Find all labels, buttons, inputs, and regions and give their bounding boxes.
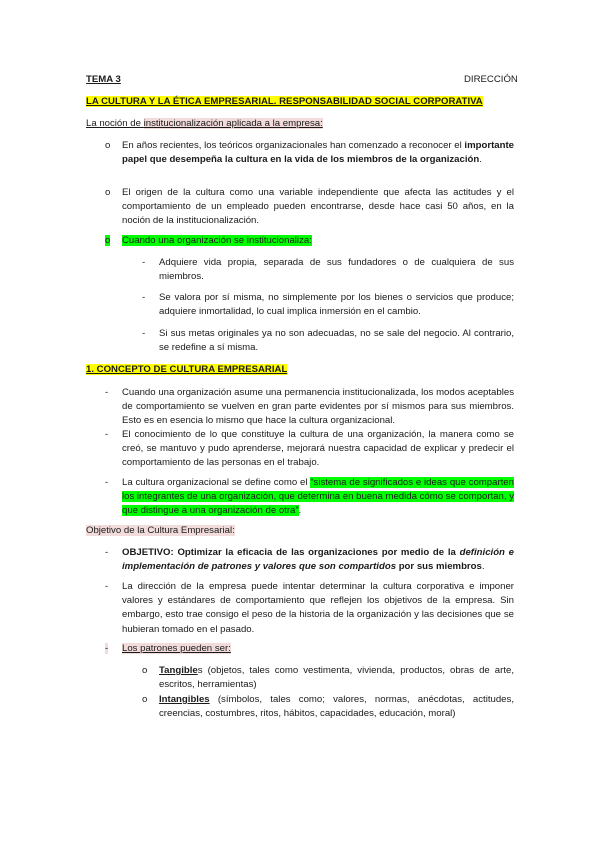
bullet-o-icon: o	[142, 694, 148, 705]
intro-item-1-post: .	[479, 154, 482, 166]
subitem-1: Adquiere vida propia, separada de sus fundadores o de cualquiera de sus miembros.	[159, 257, 514, 283]
topic-number: TEMA 3	[86, 74, 121, 85]
patterns-heading	[122, 642, 231, 656]
patterns-heading-text: Los patrones pueden ser:	[122, 643, 231, 654]
bullet-o-icon	[105, 234, 110, 248]
subitem-3: Si sus metas originales ya no son adecuadas, no se sale del negocio. Al contrario, se redefine a sí misma.	[159, 328, 514, 354]
definition-post: .	[298, 505, 302, 517]
page-title	[86, 95, 483, 109]
dash-icon: -	[142, 292, 146, 303]
dash-icon: -	[105, 547, 109, 558]
pattern-intangible-name: Intangibles	[159, 694, 210, 705]
intro-item-3-text: Cuando una organización se institucionaliza:	[122, 235, 312, 246]
pattern-tangible-name: Tangible	[159, 665, 198, 676]
objective-tail: por sus miembros	[396, 561, 482, 573]
objective-statement	[122, 546, 514, 574]
dash-icon: -	[105, 477, 109, 488]
section1-definition	[122, 476, 514, 519]
bullet-o-icon: o	[105, 140, 111, 151]
intro-heading	[86, 117, 323, 131]
dash-icon: -	[105, 387, 109, 398]
page-title-text: LA CULTURA Y LA ÉTICA EMPRESARIAL. RESPONSABILIDAD SOCIAL CORPORATIVA	[86, 96, 483, 107]
objective-italic: definición e implementación de patrones y valores que son compartidos	[122, 547, 514, 573]
bullet-o-icon: o	[105, 187, 111, 198]
section1-heading	[86, 363, 287, 377]
intro-item-1	[122, 139, 514, 167]
bullet-o-icon: o	[142, 665, 148, 676]
pattern-tangible	[159, 664, 514, 692]
dash-icon: -	[105, 643, 109, 654]
objective-dot: .	[481, 561, 485, 573]
dash-icon: -	[105, 581, 109, 592]
section1-item-1: Cuando una organización asume una permanencia institucionalizada, los modos aceptables de comportamiento se vuelven en gran parte evidentes por sí mismos para sus miembros. Esto es en esencia lo mismo que hace la cultura organizacional.	[122, 387, 514, 427]
objective-heading	[86, 524, 235, 538]
dash-icon: -	[105, 429, 109, 440]
dash-icon: -	[142, 257, 146, 268]
pattern-intangible	[159, 693, 514, 721]
objective-bold: OBJETIVO: Optimizar la eficacia de las organizaciones por medio de la	[122, 547, 460, 558]
intro-item-1-bold: importante papel que desempeña la cultura en la vida de los miembros de la organización	[122, 140, 514, 166]
subject-name: DIRECCIÓN	[464, 74, 518, 85]
pattern-tangible-rest: s (objetos, tales como vestimenta, vivienda, productos, obras de arte, escritos, herramientas)	[159, 665, 514, 691]
intro-item-3	[122, 234, 312, 248]
intro-heading-pre: La noción de	[86, 118, 144, 129]
intro-heading-rest: institucionalización aplicada a la empresa:	[143, 118, 323, 129]
intro-item-2: El origen de la cultura como una variable independiente que afecta las actitudes y el comportamiento de un empleado pueden encontrarse, desde hace casi 50 años, en la noción de la institucionalización.	[122, 187, 514, 227]
pattern-intangible-rest: (símbolos, tales como; valores, normas, anécdotas, actitudes, creencias, costumbres, ritos, hábitos, capacidades, educación, moral)	[159, 694, 514, 720]
definition-pre: La cultura organizacional se define como el	[122, 477, 311, 488]
section1-heading-text: 1. CONCEPTO DE CULTURA EMPRESARIAL	[86, 364, 288, 375]
dash-icon: -	[142, 328, 146, 339]
subitem-2: Se valora por sí misma, no simplemente por los bienes o servicios que produce; adquiere inmortalidad, lo cual implica inmersión en el cambio.	[159, 292, 514, 318]
intro-item-1-pre: En años recientes, los teóricos organizacionales han comenzado a reconocer el	[122, 140, 465, 151]
section1-item-2: El conocimiento de lo que constituye la cultura de una organización, la manera como se creó, se mantuvo y pudo aprenderse, mejorará nuestra capacidad de explicar y predecir el comportamiento de las personas en el trabajo.	[122, 429, 514, 469]
bullet-o-highlight: o	[105, 235, 111, 246]
objective-heading-text: Objetivo de la Cultura Empresarial:	[86, 525, 235, 536]
definition-highlight: “sistema de significados e ideas que comparten los integrantes de una organización, que determina en buena medida cómo se comportan, y que distingue a una organización de otra”	[122, 477, 514, 517]
direction-paragraph: La dirección de la empresa puede intentar determinar la cultura corporativa e imponer valores y estándares de comportamiento que reflejen los objetivos de la empresa. Sin embargo, esto trae consigo el peso de la historia de la organización y las decisiones que se hubieran tomado en el pasado.	[122, 581, 514, 635]
